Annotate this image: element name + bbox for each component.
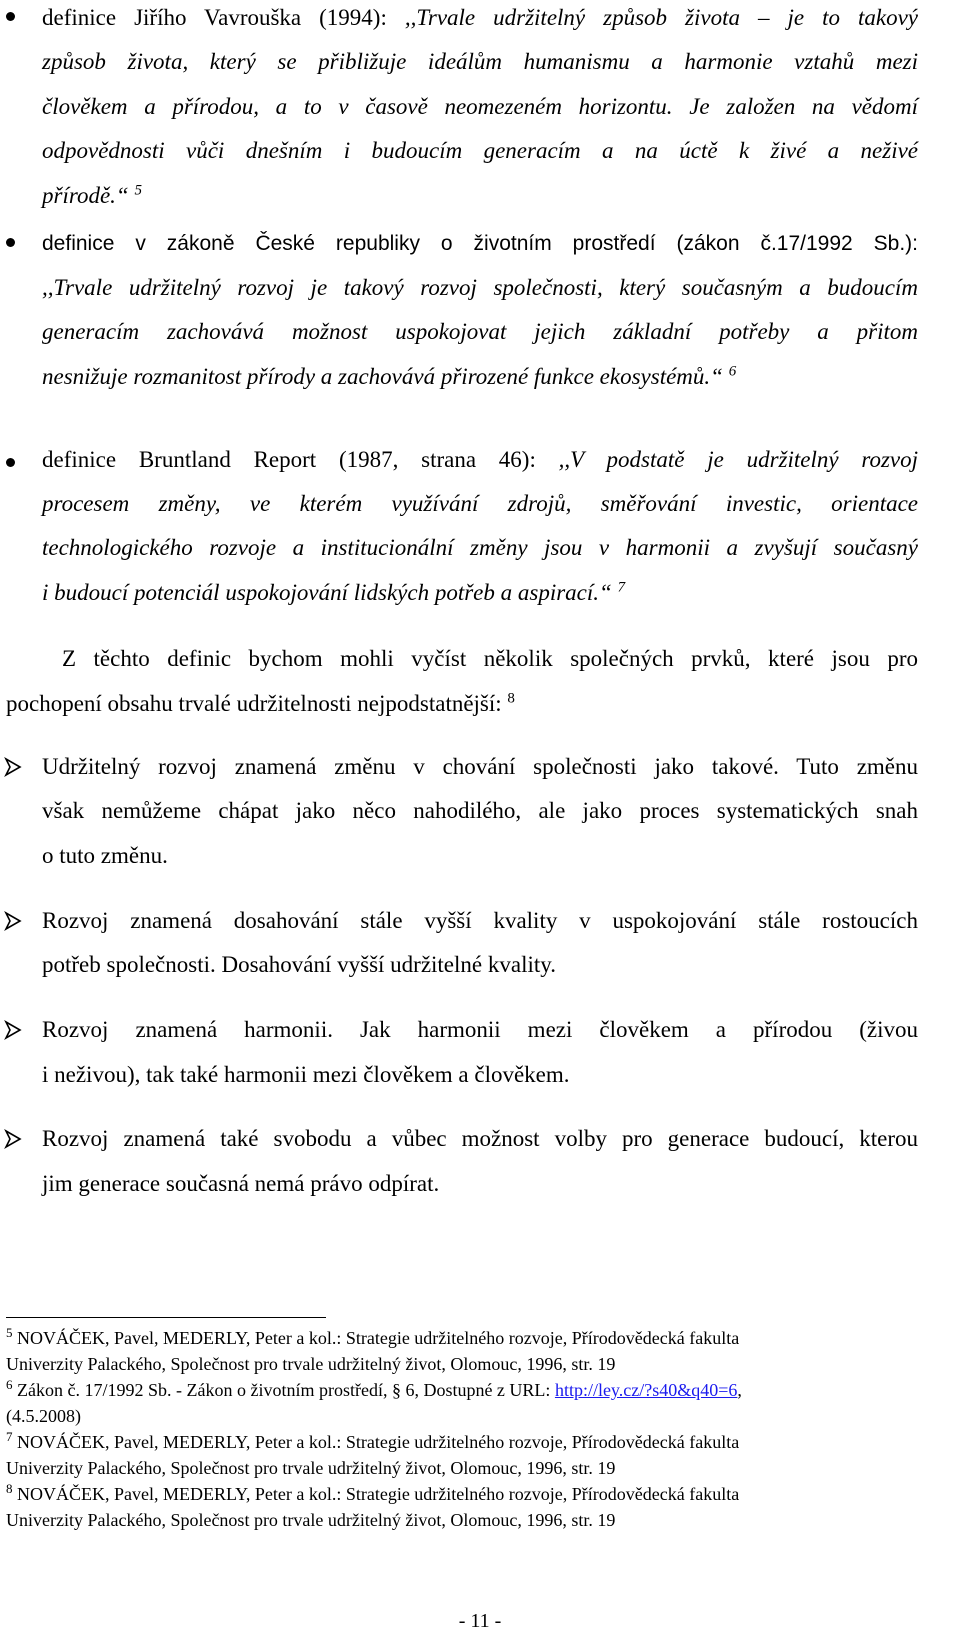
arrow-item-line: však nemůžeme chápat jako něco nahodilého, ale jako proces systematických snah: [42, 798, 918, 823]
arrow-item-line: o tuto změnu.: [42, 843, 168, 868]
text-line: [42, 579, 625, 607]
page-number: - 11 -: [458, 1610, 502, 1632]
definition-quote-end: nesnižuje rozmanitost přírody a zachovává přirozené funkce ekosystémů.“: [42, 364, 723, 389]
footnote-8: [6, 1481, 918, 1507]
arrow-item-line: Udržitelný rozvoj znamená změnu v chování společnosti jako takové. Tuto změnu: [42, 754, 918, 779]
footnote-8-cont: Univerzity Palackého, Společnost pro trvale udržitelný život, Olomouc, 1996, str. 19: [6, 1510, 616, 1530]
footnote-5: [6, 1325, 918, 1351]
paragraph-line: Z těchto definic bychom mohli vyčíst několik společných prvků, které jsou pro: [62, 646, 918, 671]
definition-source: definice Bruntland Report (1987, strana 46):: [42, 447, 559, 472]
arrow-item-line: Rozvoj znamená dosahování stále vyšší kvality v uspokojování stále rostoucích: [42, 908, 918, 933]
footnote-number: 7: [6, 1429, 13, 1444]
footnote-6-cont: (4.5.2008): [6, 1406, 81, 1426]
footnote-ref[interactable]: 8: [507, 690, 515, 707]
footnote-5-cont: Univerzity Palackého, Společnost pro trvale udržitelný život, Olomouc, 1996, str. 19: [6, 1354, 616, 1374]
text-line: [42, 363, 736, 391]
text-line: způsob života, který se přibližuje ideálům humanismu a harmonie vztahů mezi: [42, 49, 918, 74]
text-line: ,,Trvale udržitelný rozvoj je takový rozvoj společnosti, který současným a budoucím: [42, 275, 918, 300]
arrow-bullet-icon: [4, 911, 22, 931]
arrow-bullet-icon: [4, 1129, 22, 1149]
footnote-text: NOVÁČEK, Pavel, MEDERLY, Peter a kol.: Strategie udržitelného rozvoje, Přírodovědecká fakulta: [17, 1328, 740, 1348]
text-line: člověkem a přírodou, a to v časově neomezeném horizontu. Je založen na vědomí: [42, 94, 918, 119]
definition-quote-end: i budoucí potenciál uspokojování lidských potřeb a aspirací.“: [42, 580, 612, 605]
arrow-item-line: Rozvoj znamená harmonii. Jak harmonii mezi člověkem a přírodou (živou: [42, 1017, 918, 1042]
footnote-text: NOVÁČEK, Pavel, MEDERLY, Peter a kol.: Strategie udržitelného rozvoje, Přírodovědecká fakulta: [17, 1432, 740, 1452]
definition-quote-end: přírodě.“: [42, 183, 129, 208]
arrow-item-line: Rozvoj znamená také svobodu a vůbec možnost volby pro generace budoucí, kterou: [42, 1126, 918, 1151]
text-line: technologického rozvoje a institucionální změny jsou v harmonii a zvyšují současný: [42, 535, 918, 560]
bullet-icon: [6, 238, 15, 247]
definition-quote: ,,V podstatě je udržitelný rozvoj: [558, 447, 918, 472]
footnote-text: ,: [737, 1380, 742, 1400]
bullet-icon: [6, 12, 15, 21]
footnote-number: 5: [6, 1325, 13, 1340]
footnote-ref[interactable]: 7: [617, 579, 626, 596]
footnote-link[interactable]: http://ley.cz/?s40&q40=6: [554, 1380, 738, 1400]
paragraph-text: pochopení obsahu trvalé udržitelnosti nejpodstatnější:: [6, 691, 502, 716]
footnote-separator: [6, 1317, 326, 1318]
definition-source: definice Jiřího Vavrouška (1994):: [42, 5, 405, 30]
arrow-bullet-icon: [4, 757, 22, 777]
text-line: [42, 446, 918, 474]
footnote-number: 8: [6, 1481, 13, 1496]
text-line: generacím zachovává možnost uspokojovat jejich základní potřeby a přitom: [42, 319, 918, 344]
footnote-text: NOVÁČEK, Pavel, MEDERLY, Peter a kol.: Strategie udržitelného rozvoje, Přírodovědecká fakulta: [17, 1484, 740, 1504]
footnote-7-cont: Univerzity Palackého, Společnost pro trvale udržitelný život, Olomouc, 1996, str. 19: [6, 1458, 616, 1478]
footnote-number: 6: [6, 1377, 13, 1392]
text-line: odpovědnosti vůči dnešním i budoucím generacím a na úctě k živé a neživé: [42, 138, 918, 163]
text-line: procesem změny, ve kterém využívání zdrojů, směřování investic, orientace: [42, 491, 918, 516]
footnote-7: [6, 1429, 918, 1455]
bullet-icon: [6, 458, 15, 467]
definition-source: definice v zákoně České republiky o životním prostředí (zákon č.17/1992 Sb.):: [42, 232, 918, 255]
footnote-ref[interactable]: 6: [728, 363, 737, 380]
arrow-item-line: i neživou), tak také harmonii mezi člověkem a člověkem.: [42, 1062, 570, 1087]
paragraph-line: [6, 690, 515, 718]
text-line: [42, 4, 918, 32]
text-line: [42, 182, 142, 210]
footnote-text: Zákon č. 17/1992 Sb. - Zákon o životním prostředí, § 6, Dostupné z URL:: [12, 1380, 555, 1400]
arrow-item-line: jim generace současná nemá právo odpírat.: [42, 1171, 440, 1196]
definition-quote: ,,Trvale udržitelný způsob života – je to takový: [404, 5, 918, 30]
arrow-bullet-icon: [4, 1020, 22, 1040]
arrow-item-line: potřeb společnosti. Dosahování vyšší udržitelné kvality.: [42, 952, 556, 977]
footnote-6: [6, 1377, 918, 1403]
footnote-ref[interactable]: 5: [134, 182, 142, 199]
